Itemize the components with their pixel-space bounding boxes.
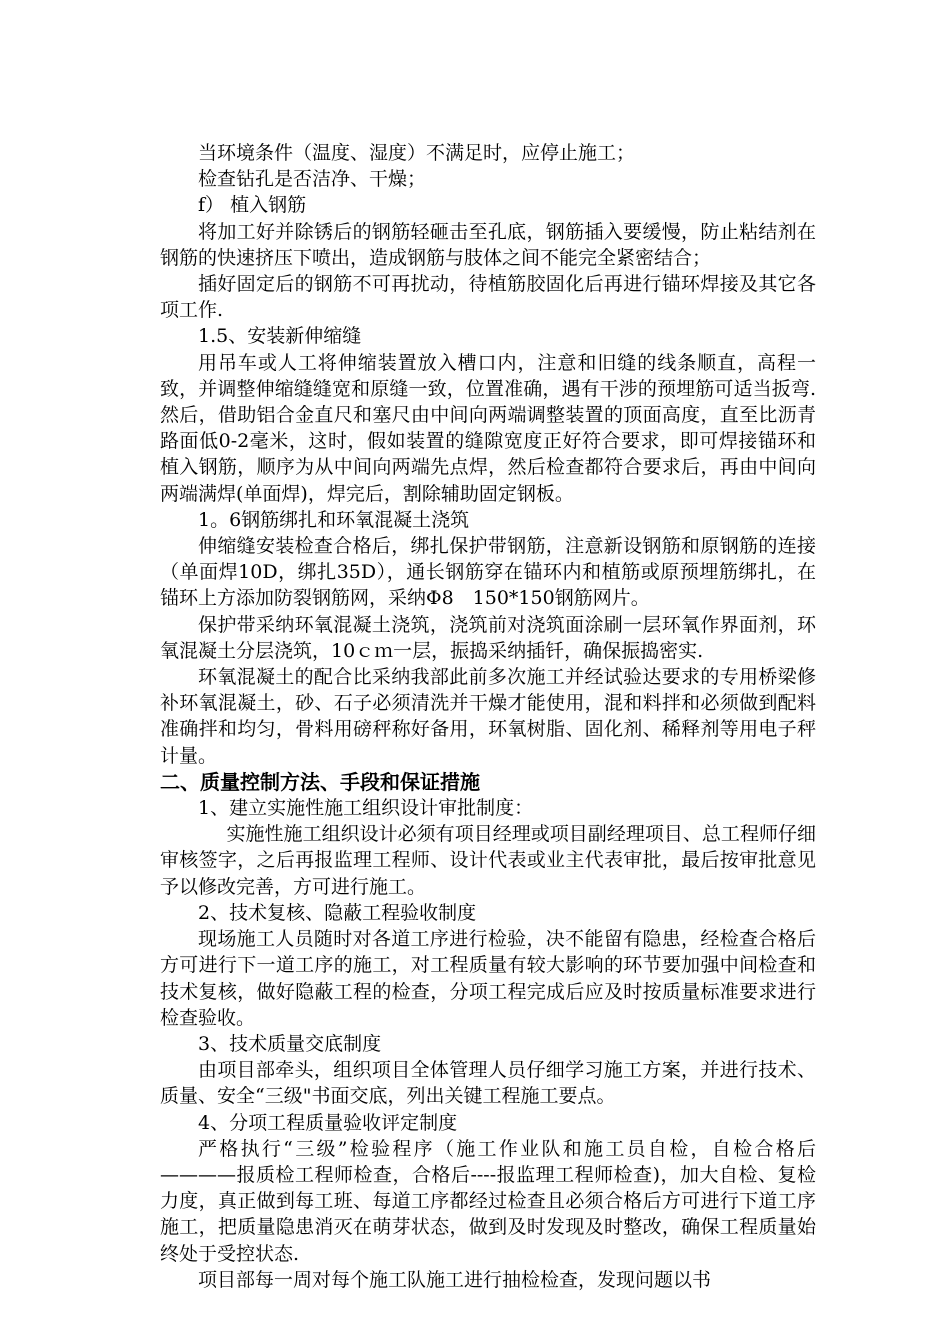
paragraph: 插好固定后的钢筋不可再扰动，待植筋胶固化后再进行锚环焊接及其它各项工作. (160, 273, 816, 322)
document-page (160, 140, 816, 1293)
paragraph: 将加工好并除锈后的钢筋轻砸击至孔底，钢筋插入要缓慢，防止粘结剂在钢筋的快速挤压下喷出，造成钢筋与肢体之间不能完全紧密结合； (160, 220, 816, 269)
paragraph: 实施性施工组织设计必须有项目经理或项目副经理项目、总工程师仔细审核签字，之后再报监理工程师、设计代表或业主代表审批，最后按审批意见予以修改完善，方可进行施工。 (160, 823, 816, 898)
sub-heading: 2、技术复核、隐蔽工程验收制度 (198, 901, 477, 924)
paragraph: 保护带采纳环氧混凝土浇筑，浇筑前对浇筑面涂刷一层环氧作界面剂，环氧混凝土分层浇筑，10ｃｍ一层，振捣采纳插钎，确保振捣密实. (160, 613, 816, 662)
paragraph: 严格执行“三级”检验程序（施工作业队和施工员自检，自检合格后————报质检工程师检查，合格后----报监理工程师检查)，加大自检、复检力度，真正做到每工班、每道工序都经过检查且必须合格后方可进行下道工序施工，把质量隐患消灭在萌芽状态，做到及时发现及时整改，确保工程质量始终处于受控状态. (160, 1137, 816, 1265)
sub-heading: 4、分项工程质量验收评定制度 (198, 1111, 458, 1134)
paragraph: 项目部每一周对每个施工队施工进行抽检检查，发现问题以书 (198, 1268, 712, 1291)
section-heading: 二、质量控制方法、手段和保证措施 (160, 769, 480, 794)
paragraph: 伸缩缝安装检查合格后，绑扎保护带钢筋，注意新设钢筋和原钢筋的连接（单面焊10D，绑扎35D），通长钢筋穿在锚环内和植筋或原预埋筋绑扎，在锚环上方添加防裂钢筋网，采纳Φ8 150*150钢筋网片。 (160, 535, 816, 610)
paragraph: 由项目部牵头，组织项目全体管理人员仔细学习施工方案，并进行技术、质量、安全“三级"书面交底，列出关键工程施工要点。 (160, 1059, 816, 1108)
paragraph: 现场施工人员随时对各道工序进行检验，决不能留有隐患，经检查合格后方可进行下一道工序的施工，对工程质量有较大影响的环节要加强中间检查和技术复核，做好隐蔽工程的检查，分项工程完成后应及时按质量标准要求进行检查验收。 (160, 928, 816, 1029)
sub-heading: 3、技术质量交底制度 (198, 1032, 382, 1055)
sub-heading: 1。6钢筋绑扎和环氧混凝土浇筑 (198, 508, 470, 531)
paragraph: 环氧混凝土的配合比采纳我部此前多次施工并经试验达要求的专用桥梁修补环氧混凝土，砂、石子必须清洗并干燥才能使用，混和料拌和必须做到配料准确拌和均匀，骨料用磅秤称好备用，环氧树脂、固化剂、稀释剂等用电子秤计量。 (160, 666, 816, 767)
sub-heading: 1、建立实施性施工组织设计审批制度： (198, 797, 534, 820)
paragraph: 检查钻孔是否洁净、干燥； (198, 168, 427, 191)
paragraph: 当环境条件（温度、湿度）不满足时，应停止施工； (198, 142, 636, 164)
sub-heading: 1.5、安装新伸缩缝 (198, 325, 362, 348)
paragraph: 用吊车或人工将伸缩装置放入槽口内，注意和旧缝的线条顺直，高程一致，并调整伸缩缝缝宽和原缝一致，位置准确，遇有干涉的预埋筋可适当扳弯.然后，借助铝合金直尺和塞尺由中间向两端调整装置的顶面高度，直至比沥青路面低0-2毫米，这时，假如装置的缝隙宽度正好符合要求，即可焊接锚环和植入钢筋，顺序为从中间向两端先点焊，然后检查都符合要求后，再由中间向两端满焊(单面焊)，焊完后，割除辅助固定钢板。 (160, 351, 816, 505)
sub-heading: f） 植入钢筋 (198, 194, 307, 217)
